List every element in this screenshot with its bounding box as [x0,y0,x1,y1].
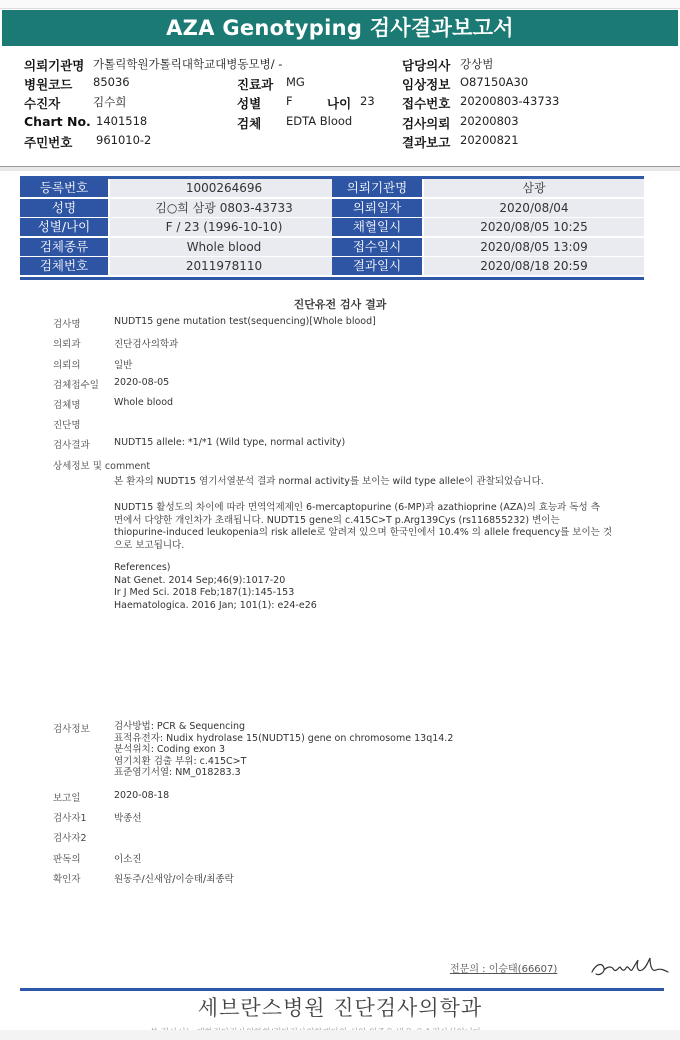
table-value: 2020/08/05 10:25 [424,218,644,236]
comment-paragraph-2 [114,502,613,552]
header-key: Chart No. [24,114,91,129]
result-section-title: 진단유전 검사 결과 [293,298,387,311]
table-value: 2020/08/05 13:09 [424,238,644,256]
header-value: MG [286,75,305,89]
header-key: 주민번호 [24,135,73,150]
field-value: 박종선 [114,813,142,824]
header-key: 성별 [237,96,262,111]
header-value: 20200803-43733 [460,94,560,108]
header-value: 1401518 [96,114,148,128]
table-value: 2020/08/04 [424,199,644,217]
header-row [0,114,680,133]
report-header [0,50,680,168]
table-value: Whole blood [110,238,338,256]
table-label: 접수일시 [332,238,422,256]
field-label: 검체접수일 [53,380,99,391]
table-value: 2011978110 [110,257,338,275]
table-row [20,238,644,258]
header-value: 20200803 [460,114,519,128]
header-shadow [0,167,680,171]
reference-line: References) [114,562,171,573]
header-value: 20200821 [460,133,519,147]
test-info-line: 염기치환 검출 부위: c.415C>T [114,755,247,767]
table-label: 성별/나이 [20,218,108,236]
header-key: 병원코드 [24,77,73,92]
table-row [20,179,644,199]
report-title: AZA Genotyping 검사결과보고서 [2,10,678,46]
table-label: 의뢰일자 [332,199,422,217]
header-key: 수진자 [24,96,61,111]
field-label: 검체명 [53,400,81,411]
header-row [0,75,680,94]
header-value: 김수희 [93,95,127,109]
header-key: 의뢰기관명 [24,58,85,73]
field-value: 진단검사의학과 [114,339,179,350]
table-row [20,257,644,277]
header-key: 검체 [237,116,262,131]
table-label: 검체번호 [20,257,108,275]
test-info-line: 표적유전자: Nudix hydrolase 15(NUDT15) gene on chromosome 13q14.2 [114,732,454,744]
comment-line: 면에서 다양한 개인차가 초래됩니다. NUDT15 gene의 c.415C>T p.Arg139Cys (rs116855232) 변이는 [114,514,560,526]
header-value: O87150A30 [460,75,529,89]
table-label: 의뢰기관명 [332,179,422,197]
comment-line: thiopurine-induced leukopenia의 risk allele로 알려져 있으며 한국인에서 10.4% 의 allele frequency를 보이는 것 [114,527,613,538]
field-label: 판독의 [53,854,81,865]
table-value: 1000264696 [110,179,338,197]
table-label: 검체종류 [20,238,108,256]
table-label: 성명 [20,199,108,217]
test-info-line: 분석위치: Coding exon 3 [114,744,226,755]
header-key: 나이 [327,96,352,111]
header-key: 결과보고 [402,135,451,150]
header-value: F [286,94,293,108]
test-info-label: 검사정보 [53,724,90,735]
test-info [114,721,604,779]
field-value: NUDT15 allele: *1/*1 (Wild type, normal activity) [114,437,346,448]
field-label: 의뢰의 [53,360,81,371]
field-label: 검사자2 [53,833,87,844]
header-value: EDTA Blood [286,114,353,128]
comment-line: NUDT15 활성도의 차이에 따라 면역억제제인 6-mercaptopurine (6-MP)과 azathioprine (AZA)의 효능과 독성 측 [114,502,600,513]
table-label: 등록번호 [20,179,108,197]
table-label: 채혈일시 [332,218,422,236]
table-value: 2020/08/18 20:59 [424,257,644,275]
reference-line: Haematologica. 2016 Jan; 101(1): e24-e26 [114,599,317,611]
header-row [0,94,680,113]
field-value: 원동주/신새암/이승태/최종락 [114,874,234,885]
header-value: 85036 [93,75,130,89]
field-label: 확인자 [53,874,81,885]
table-value: 삼광 [424,179,644,197]
header-key: 검사의뢰 [402,116,451,131]
test-info-line: 표준염기서열: NM_018283.3 [114,767,241,778]
signature-image [588,950,670,984]
comment-line: 으로 보고됩니다. [114,539,185,551]
field-label: 검사명 [53,319,81,330]
field-value: 2020-08-05 [114,377,170,388]
field-value: 일반 [114,360,133,371]
reference-line: Ir J Med Sci. 2018 Feb;187(1):145-153 [114,587,295,598]
header-key: 담당의사 [402,58,451,73]
table-label: 결과일시 [332,257,422,275]
table-row [20,199,644,219]
reference-line: Nat Genet. 2014 Sep;46(9):1017-20 [114,574,286,586]
footer-title: 세브란스병원 진단검사의학과 [197,996,483,1020]
header-value: 23 [360,94,375,108]
header-row [0,133,680,152]
comment-line: 본 환자의 NUDT15 염기서열분석 결과 normal activity를 보이는 wild type allele이 관찰되었습니다. [114,476,544,487]
field-label: 검사결과 [53,440,90,451]
footer-divider [20,988,664,991]
field-value: 이소진 [114,854,142,865]
header-value: 강상범 [460,57,494,71]
table-value: 김○희 삼광 0803-43733 [110,199,338,217]
header-key: 임상정보 [402,77,451,92]
test-info-line: 검사방법: PCR & Sequencing [114,721,246,732]
table-row [20,218,644,238]
field-label: 보고일 [53,793,81,804]
comment-label: 상세정보 및 comment [53,461,151,472]
header-row [0,56,680,75]
references [114,562,604,612]
table-value: F / 23 (1996-10-10) [110,218,338,236]
field-value: NUDT15 gene mutation test(sequencing)[Whole blood] [114,316,376,327]
specialist-contact: 전문의 : 이승태(66607) [450,964,558,975]
patient-info-table [20,176,644,280]
header-value: 가톨릭학원가톨릭대학교대병동모병/ - [93,57,283,71]
comment-paragraph-1 [114,476,604,489]
header-value: 961010-2 [96,133,152,147]
field-label: 진단명 [53,420,81,431]
header-key: 접수번호 [402,96,451,111]
field-value: 2020-08-18 [114,790,170,801]
field-label: 의뢰과 [53,339,81,350]
header-key: 진료과 [237,77,274,92]
bottom-strip [0,1030,680,1040]
field-value: Whole blood [114,397,174,408]
field-label: 검사자1 [53,813,87,824]
window-top-strip [0,0,680,9]
